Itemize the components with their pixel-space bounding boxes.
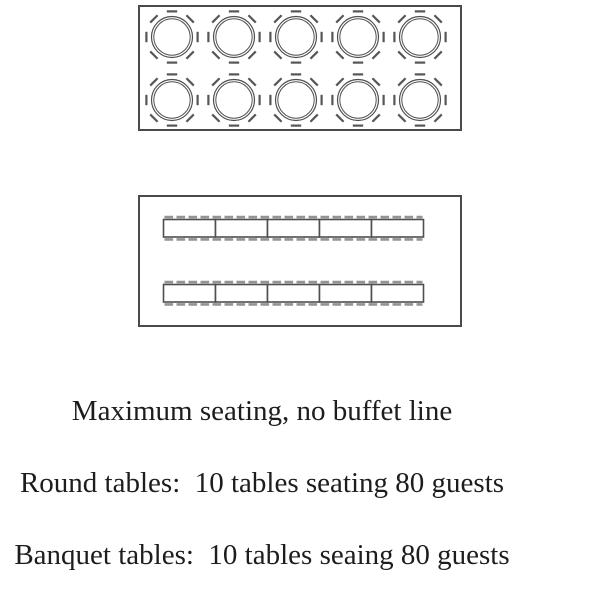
round-table (338, 17, 379, 58)
banquet-table (216, 285, 268, 303)
chair-mark (372, 114, 379, 121)
round-table-rim (154, 19, 190, 55)
round-table (276, 17, 317, 58)
banquet-table (320, 285, 372, 303)
chair-mark (310, 114, 317, 121)
chair-mark (186, 51, 193, 58)
round-table-rim (216, 82, 252, 118)
chair-mark (186, 78, 193, 85)
banquet-table (372, 220, 424, 238)
banquet-room-outline (139, 196, 461, 326)
chair-mark (372, 78, 379, 85)
chair-mark (212, 51, 219, 58)
banquet-table (372, 285, 424, 303)
chair-mark (150, 51, 157, 58)
chair-mark (434, 78, 441, 85)
chair-mark (336, 51, 343, 58)
chair-mark (398, 114, 405, 121)
chair-mark (150, 78, 157, 85)
round-table-rim (340, 82, 376, 118)
chair-mark (434, 15, 441, 22)
chair-mark (398, 78, 405, 85)
round-table-rim (402, 82, 438, 118)
chair-mark (274, 15, 281, 22)
chair-mark (212, 15, 219, 22)
chair-mark (248, 51, 255, 58)
round-table (400, 80, 441, 121)
chair-mark (434, 51, 441, 58)
round-table-rim (278, 82, 314, 118)
chair-mark (150, 15, 157, 22)
round-table-rim (154, 82, 190, 118)
round-table-rim (340, 19, 376, 55)
chair-mark (310, 15, 317, 22)
banquet-table (268, 220, 320, 238)
round-table (400, 17, 441, 58)
round-table (214, 17, 255, 58)
caption-max-seating: Maximum seating, no buffet line (71, 395, 453, 427)
round-table (276, 80, 317, 121)
chair-mark (336, 78, 343, 85)
banquet-table (320, 220, 372, 238)
chair-mark (310, 78, 317, 85)
round-table-rim (216, 19, 252, 55)
chair-mark (212, 78, 219, 85)
round-table-rim (278, 19, 314, 55)
chair-mark (274, 51, 281, 58)
chair-mark (212, 114, 219, 121)
round-table (338, 80, 379, 121)
caption-banquet-tables: Banquet tables: 10 tables seaing 80 guests (14, 539, 510, 571)
round-table (214, 80, 255, 121)
chair-mark (398, 15, 405, 22)
chair-mark (336, 114, 343, 121)
chair-mark (150, 114, 157, 121)
round-table-rim (402, 19, 438, 55)
chair-mark (372, 51, 379, 58)
banquet-table (164, 220, 216, 238)
caption-round-tables: Round tables: 10 tables seating 80 guests (19, 467, 505, 499)
chair-mark (248, 15, 255, 22)
chair-mark (248, 114, 255, 121)
banquet-table (268, 285, 320, 303)
round-table (152, 17, 193, 58)
banquet-table (164, 285, 216, 303)
chair-mark (274, 114, 281, 121)
chair-mark (398, 51, 405, 58)
round-room-outline (139, 6, 461, 130)
banquet-table (216, 220, 268, 238)
chair-mark (336, 15, 343, 22)
chair-mark (310, 51, 317, 58)
chair-mark (186, 15, 193, 22)
chair-mark (372, 15, 379, 22)
chair-mark (186, 114, 193, 121)
chair-mark (274, 78, 281, 85)
chair-mark (248, 78, 255, 85)
chair-mark (434, 114, 441, 121)
round-table (152, 80, 193, 121)
